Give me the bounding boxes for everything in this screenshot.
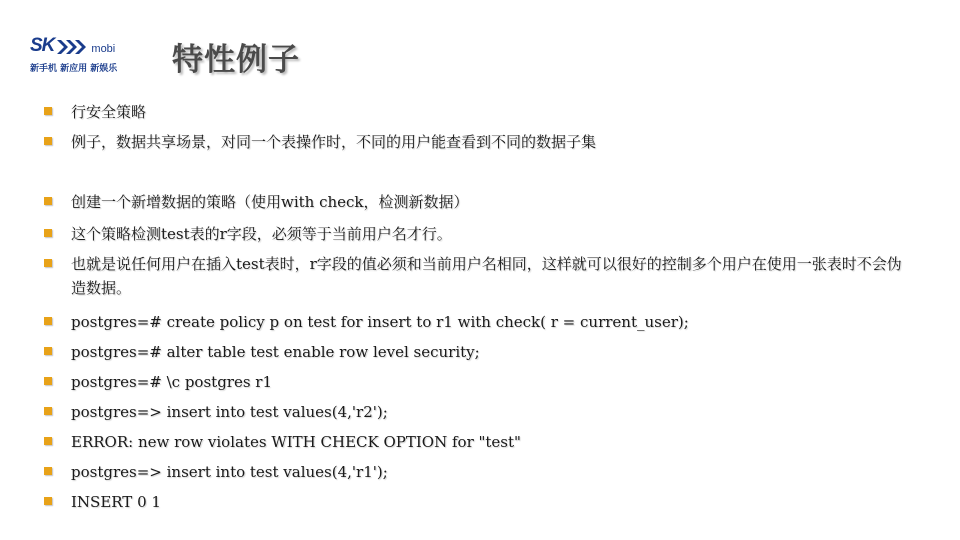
bullet-text: 也就是说任何用户在插入test表时，r字段的值必须和当前用户名相同，这样就可以很好的控制多个用户在使用一张表时不会伪造数据。 [71, 255, 902, 297]
bullet-item [44, 100, 911, 124]
bullet-marker-icon [44, 229, 52, 237]
bullet-item [44, 252, 911, 300]
bullet-item [44, 310, 911, 334]
logo-tagline: 新手机 新应用 新娱乐 [30, 64, 118, 74]
skymobi-logo [30, 36, 155, 76]
bullet-marker-icon [44, 467, 52, 475]
bullet-item [44, 340, 911, 364]
bullet-text: postgres=# alter table test enable row level security; [71, 343, 480, 361]
bullet-item [44, 222, 911, 246]
bullet-text: postgres=# \c postgres r1 [71, 373, 273, 391]
bullet-text: postgres=> insert into test values(4,'r2'); [71, 403, 388, 421]
bullet-marker-icon [44, 107, 52, 115]
bullet-item [44, 130, 911, 154]
bullet-marker-icon [44, 497, 52, 505]
bullet-text: INSERT 0 1 [71, 493, 161, 511]
bullet-marker-icon [44, 377, 52, 385]
logo-arrows-icon [55, 38, 89, 56]
bullet-item [44, 190, 911, 214]
bullet-item [44, 370, 911, 394]
bullet-item [44, 490, 911, 514]
bullet-text: postgres=# create policy p on test for insert to r1 with check( r = current_user); [71, 313, 689, 331]
bullet-marker-icon [44, 437, 52, 445]
logo-mark [30, 36, 155, 56]
bullet-text: 行安全策略 [71, 103, 147, 121]
bullet-text: ERROR: new row violates WITH CHECK OPTION for "test" [71, 433, 521, 451]
bullet-marker-icon [44, 259, 52, 267]
bullet-item [44, 430, 911, 454]
bullet-marker-icon [44, 347, 52, 355]
logo-brand-text: SK [30, 35, 55, 56]
bullet-marker-icon [44, 317, 52, 325]
bullet-text: 例子，数据共享场景，对同一个表操作时，不同的用户能查看到不同的数据子集 [71, 133, 597, 151]
bullet-item [44, 400, 911, 424]
logo-suffix-text: mobi [91, 43, 116, 55]
bullet-text: 这个策略检测test表的r字段，必须等于当前用户名才行。 [71, 225, 452, 243]
bullet-marker-icon [44, 407, 52, 415]
bullet-text: postgres=> insert into test values(4,'r1'); [71, 463, 388, 481]
bullet-marker-icon [44, 197, 52, 205]
bullet-text: 创建一个新增数据的策略（使用with check，检测新数据） [71, 193, 469, 211]
bullet-marker-icon [44, 137, 52, 145]
page-title: 特性例子 [172, 42, 300, 78]
bullet-item [44, 460, 911, 484]
